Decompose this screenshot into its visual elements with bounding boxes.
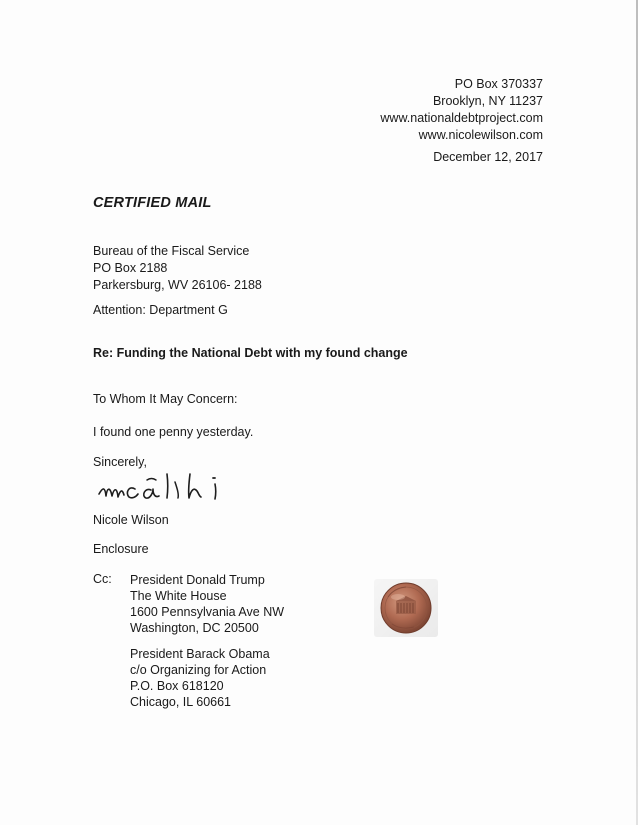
recipient-name: Bureau of the Fiscal Service <box>93 244 250 258</box>
penny-coin-icon <box>372 577 440 639</box>
cc-recipient-obama <box>130 646 270 710</box>
subject-line: Re: Funding the National Debt with my found change <box>93 346 408 360</box>
cc-recipient-address-line: Chicago, IL 60661 <box>130 695 232 709</box>
cc-recipient-name: President Barack Obama <box>130 647 270 661</box>
cc-label: Cc: <box>93 572 112 586</box>
sender-address-line2: Brooklyn, NY 11237 <box>432 94 543 108</box>
cc-recipient-address-line: 1600 Pennsylvania Ave NW <box>130 605 285 619</box>
handwritten-signature <box>93 470 243 512</box>
attention-line: Attention: Department G <box>93 303 228 317</box>
closing: Sincerely, <box>93 455 147 469</box>
cc-recipient-address-line: P.O. Box 618120 <box>130 679 224 693</box>
recipient-address-line2: Parkersburg, WV 26106- 2188 <box>93 278 262 292</box>
cc-recipient-name: President Donald Trump <box>130 573 265 587</box>
letter-body: I found one penny yesterday. <box>93 425 254 439</box>
sender-website-2: www.nicolewilson.com <box>418 128 543 142</box>
sender-address-block <box>380 76 543 144</box>
cc-recipient-trump <box>130 572 284 636</box>
salutation: To Whom It May Concern: <box>93 392 238 406</box>
enclosure-note: Enclosure <box>93 542 149 556</box>
cc-recipient-address-line: Washington, DC 20500 <box>130 621 259 635</box>
cc-recipient-address-line: c/o Organizing for Action <box>130 663 267 677</box>
recipient-address-block <box>93 243 262 294</box>
delivery-method: CERTIFIED MAIL <box>93 195 212 211</box>
cc-recipient-address-line: The White House <box>130 589 227 603</box>
recipient-address-line1: PO Box 2188 <box>93 261 168 275</box>
signature-name: Nicole Wilson <box>93 513 169 527</box>
letter-date: December 12, 2017 <box>433 150 543 164</box>
sender-address-line1: PO Box 370337 <box>454 77 543 91</box>
sender-website-1: www.nationaldebtproject.com <box>380 111 543 125</box>
